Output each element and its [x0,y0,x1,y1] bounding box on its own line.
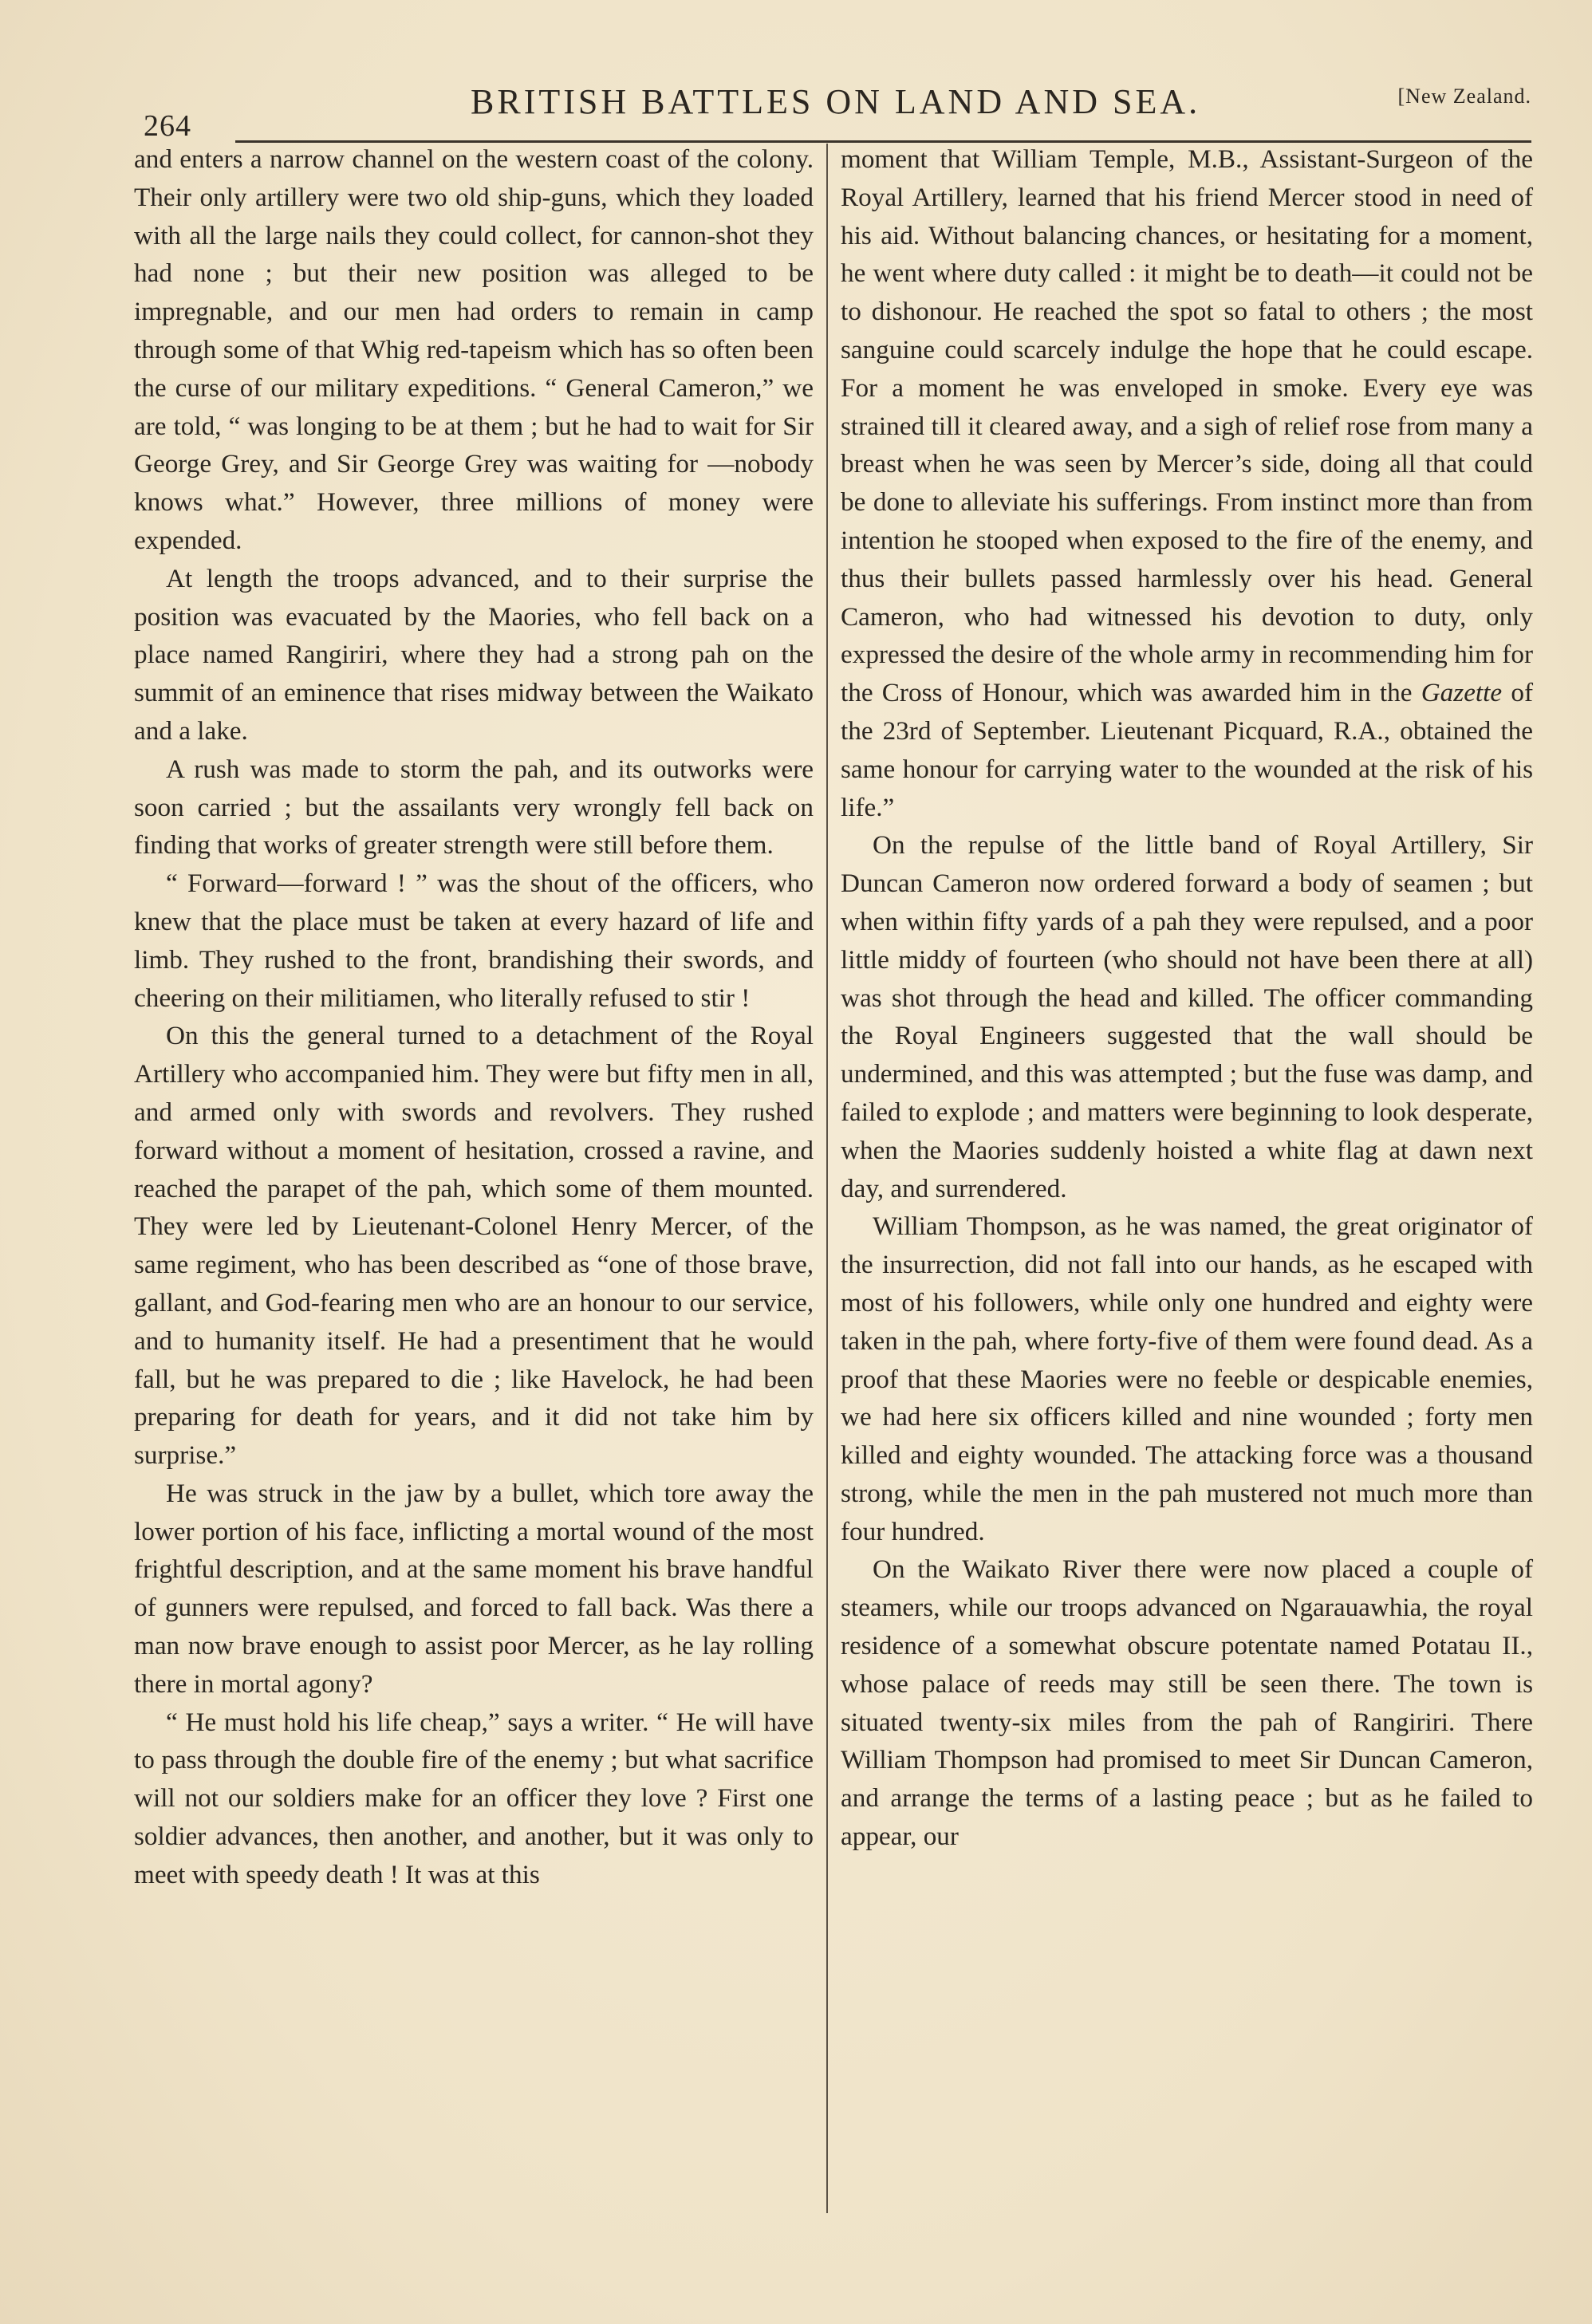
gazette-italic: Gazette [1421,678,1503,708]
page-header [144,73,1531,143]
section-label: [New Zealand. [1397,85,1531,108]
right-column [841,140,1533,1856]
paragraph: A rush was made to storm the pah, and its outworks were soon carried ; but the assailants very wrongly fell back on finding that works of greater strength were still before them. [134,754,814,861]
paragraph: At length the troops advanced, and to their surprise the position was evacuated by the Maories, who fell back on a place named Rangiriri, where they had a strong pah on the summit of an eminence that rises midway between the Waikato and a lake. [134,563,814,746]
column-divider [826,144,828,2213]
paragraph: “ Forward—forward ! ” was the shout of the officers, who knew that the place must be taken at every hazard of life and limb. They rushed to the front, brandishing their swords, and cheering on their militiamen, who literally refused to stir ! [134,869,814,1013]
paragraph: On the Waikato River there were now placed a couple of steamers, while our troops advanced on Ngarauawhia, the royal residence of a somewhat obscure potentate named Potatau II., whose palace of reeds may still be seen there. The town is situated twenty-six miles from the pah of Rangiriri. There William Thompson had promised to meet Sir Duncan Cameron, and arrange the terms of a lasting peace ; but as he failed to appear, our [841,1554,1533,1852]
left-column [134,140,814,1894]
paragraph: and enters a narrow channel on the western coast of the colony. Their only artillery were two old ship-guns, which they loaded with all the large nails they could collect, for cannon-shot they had none ; but their new position was alleged to be impregnable, and our men had orders to remain in camp through some of that Whig red-tapeism which has so often been the curse of our military expeditions. “ General Cameron,” we are told, “ was longing to be at them ; but he had to wait for Sir George Grey, and Sir George Grey was waiting for —nobody knows what.” However, three millions of money were expended. [134,144,814,555]
paragraph: He was struck in the jaw by a bullet, which tore away the lower portion of his face, inflicting a mortal wound of the most frightful description, and at the same moment his brave handful of gunners were repulsed, and forced to fall back. Was there a man now brave enough to assist poor Mercer, as he lay rolling there in mortal agony? [134,1478,814,1699]
page-number: 264 [144,109,191,143]
paragraph-text: of the 23rd of September. Lieutenant Picquard, R.A., obtained the same honour for carrying water to the wounded at the risk of his life.” [841,678,1534,822]
paragraph: “ He must hold his life cheap,” says a writer. “ He will have to pass through the double fire of the enemy ; but what sacrifice will not our soldiers make for an officer they love ? First one soldier advances, then another, and another, but it was only to meet with speedy death ! It was at this [134,1707,814,1889]
paragraph: On the repulse of the little band of Royal Artillery, Sir Duncan Cameron now ordered forward a body of seamen ; but when within fifty yards of a pah they were repulsed, and a poor little middy of fourteen (who should not have been there at all) was shot through the head and killed. The officer commanding the Royal Engineers suggested that the wall should be undermined, and this was attempted ; but the fuse was damp, and failed to explode ; and matters were beginning to look desperate, when the Maories suddenly hoisted a white flag at dawn next day, and surrendered. [841,830,1533,1203]
paragraph-text: moment that William Temple, M.B., Assistant-Surgeon of the Royal Artillery, learned that his friend Mercer stood in need of his aid. Without balancing chances, or hesitating for a moment, he went where duty called : it might be to death—it could not be to dishonour. He reached the spot so fatal to others ; the most sanguine could scarcely indulge the hope that he could escape. For a moment he was enveloped in smoke. Every eye was strained till it cleared away, and a sigh of relief rose from many a breast when he was seen by Mercer’s side, doing all that could be done to alleviate his sufferings. From instinct more than from intention he stooped when exposed to the fire of the enemy, and thus their bullets passed harmlessly over his head. General Cameron, who had witnessed his devotion to duty, only expressed the desire of the whole army in recommending him for the Cross of Honour, which was awarded him in the [841,144,1533,708]
paragraph: William Thompson, as he was named, the great originator of the insurrection, did not fall into our hands, as he escaped with most of his followers, while only one hundred and eighty were taken in the pah, where forty-five of them were found dead. As a proof that these Maories were no feeble or despicable enemies, we had here six officers killed and nine wounded ; forty men killed and eighty wounded. The attacking force was a thousand strong, while the men in the pah mustered not much more than four hundred. [841,1211,1533,1546]
paragraph [841,140,1533,826]
paragraph: On this the general turned to a detachment of the Royal Artillery who accompanied him. They were but fifty men in all, and armed only with swords and revolvers. They rushed forward without a moment of hesitation, crossed a ravine, and reached the parapet of the pah, which some of them mounted. They were led by Lieutenant-Colonel Henry Mercer, of the same regiment, who has been described as “one of those brave, gallant, and God-fearing men who are an honour to our service, and to humanity itself. He had a presentiment that he would fall, but he was prepared to die ; like Havelock, he had been preparing for death for years, and it did not take him by surprise.” [134,1021,814,1471]
running-title: BRITISH BATTLES ON LAND AND SEA. [471,82,1201,121]
